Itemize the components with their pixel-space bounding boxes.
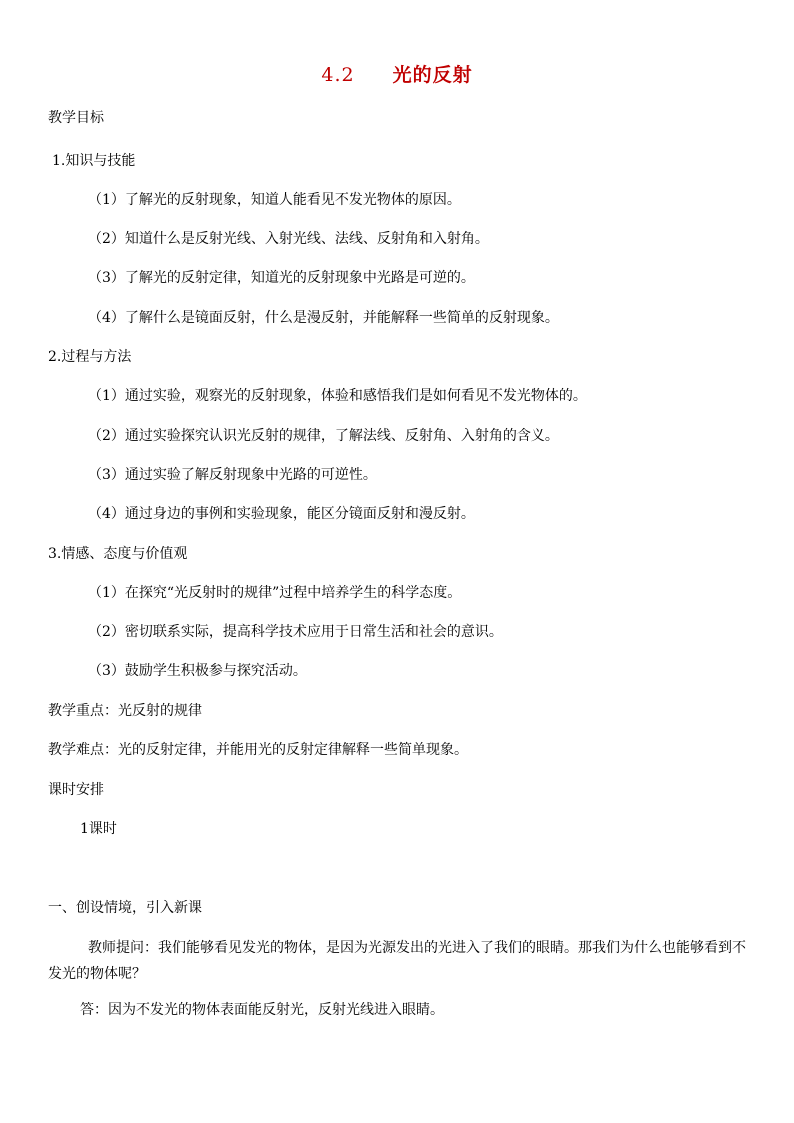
objective-item: （3）鼓励学生积极参与探究活动。 bbox=[88, 663, 307, 679]
title-number: 4.2 bbox=[321, 64, 355, 86]
objective-item: （2）密切联系实际，提高科学技术应用于日常生活和社会的意识。 bbox=[88, 624, 503, 640]
objective-item: （3）了解光的反射定律，知道光的反射现象中光路是可逆的。 bbox=[88, 270, 475, 286]
title-text: 光的反射 bbox=[392, 64, 473, 86]
schedule-heading: 课时安排 bbox=[48, 782, 104, 798]
objective-item: （4）通过身边的事例和实验现象，能区分镜面反射和漫反射。 bbox=[88, 506, 475, 522]
objective-item: （1）在探究“光反射时的规律”过程中培养学生的科学态度。 bbox=[88, 585, 462, 601]
section-heading-process: 2.过程与方法 bbox=[48, 349, 132, 365]
section-heading-knowledge: 1.知识与技能 bbox=[52, 153, 136, 169]
objective-item: （1）了解光的反射现象，知道人能看见不发光物体的原因。 bbox=[88, 192, 461, 208]
objective-item: （1）通过实验，观察光的反射现象，体验和感悟我们是如何看见不发光物体的。 bbox=[88, 388, 587, 404]
objective-item: （4）了解什么是镜面反射，什么是漫反射，并能解释一些简单的反射现象。 bbox=[88, 310, 559, 326]
objective-item: （3）通过实验了解反射现象中光路的可逆性。 bbox=[88, 467, 377, 483]
schedule-value: 1课时 bbox=[80, 821, 117, 837]
objectives-heading: 教学目标 bbox=[48, 110, 104, 126]
answer: 答：因为不发光的物体表面能反射光，反射光线进入眼睛。 bbox=[80, 1002, 444, 1018]
teacher-question: 教师提问：我们能够看见发光的物体，是因为光源发出的光进入了我们的眼睛。那我们为什么也能够看到不发光的物体呢？ bbox=[48, 940, 746, 982]
difficulty: 教学难点：光的反射定律，并能用光的反射定律解释一些简单现象。 bbox=[48, 742, 468, 758]
section-heading-attitude: 3.情感、态度与价值观 bbox=[48, 546, 188, 562]
lesson-heading: 一、创设情境，引入新课 bbox=[48, 900, 202, 916]
page-title bbox=[0, 60, 794, 87]
objective-item: （2）通过实验探究认识光反射的规律，了解法线、反射角、入射角的含义。 bbox=[88, 428, 559, 444]
key-point: 教学重点：光反射的规律 bbox=[48, 703, 202, 719]
objective-item: （2）知道什么是反射光线、入射光线、法线、反射角和入射角。 bbox=[88, 231, 489, 247]
